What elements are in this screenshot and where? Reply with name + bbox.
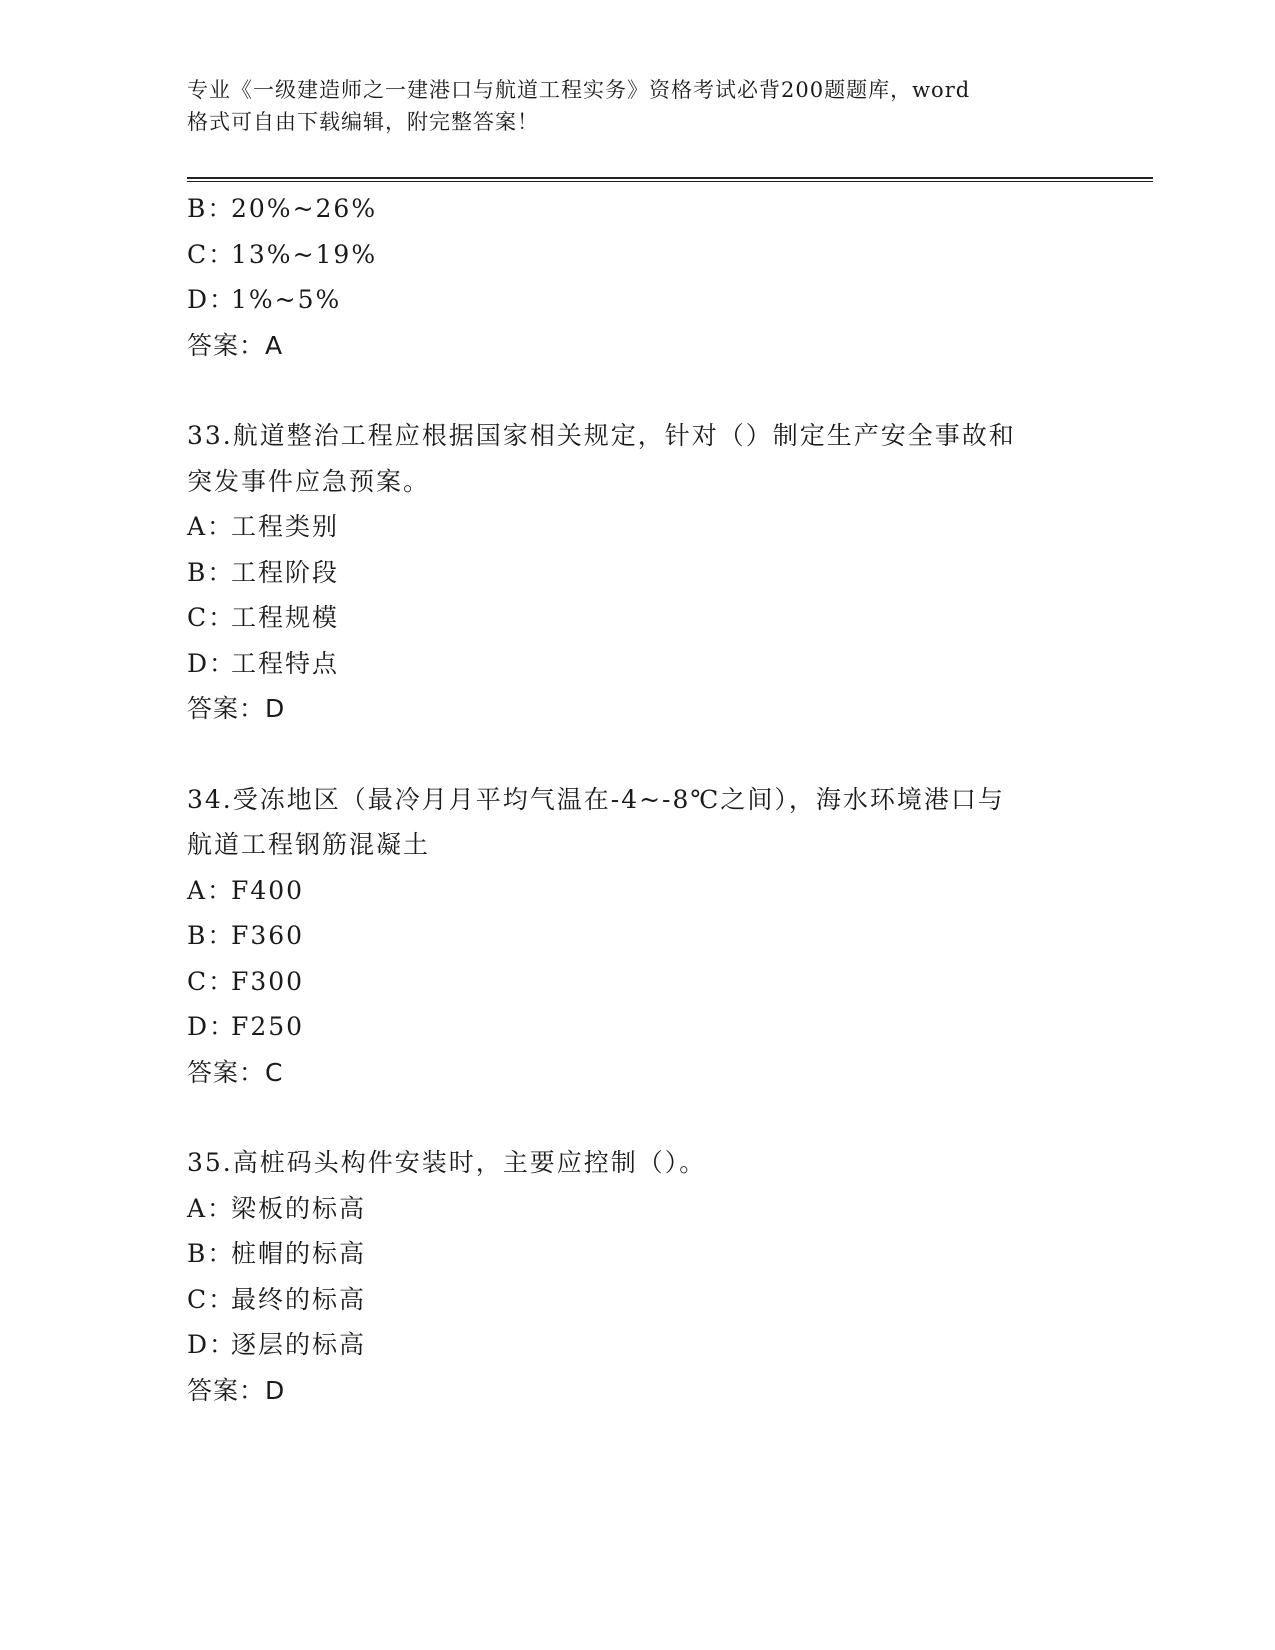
option-b bbox=[187, 1231, 1087, 1277]
question-stem-line-1: 34.受冻地区（最冷月月平均气温在-4~-8℃之间），海水环境港口与 bbox=[187, 784, 1005, 814]
option-text: F360 bbox=[231, 921, 305, 950]
page-header bbox=[187, 74, 1067, 138]
option-b bbox=[187, 913, 1087, 959]
option-key: B： bbox=[187, 1239, 235, 1268]
option-d bbox=[187, 1004, 1087, 1050]
option-text: 工程规模 bbox=[231, 603, 340, 632]
option-a bbox=[187, 1186, 1087, 1232]
option-key: A： bbox=[187, 875, 235, 905]
answer-line: 答案：C bbox=[187, 1057, 284, 1087]
option-key: D： bbox=[187, 648, 237, 678]
option-key: D： bbox=[187, 285, 237, 314]
question-block-35 bbox=[187, 1140, 1087, 1413]
option-key: C： bbox=[187, 966, 236, 996]
question-block-33 bbox=[187, 413, 1087, 732]
option-text: 20%~26% bbox=[231, 194, 378, 223]
header-divider bbox=[187, 177, 1153, 182]
question-stem-line-2: 突发事件应急预案。 bbox=[187, 466, 431, 496]
option-key: B： bbox=[187, 557, 235, 587]
option-key: D： bbox=[187, 1012, 237, 1041]
option-text: 梁板的标高 bbox=[231, 1193, 367, 1223]
option-d bbox=[187, 641, 1087, 687]
question-block-32 bbox=[187, 186, 1087, 368]
option-text: F300 bbox=[231, 966, 305, 996]
option-b bbox=[187, 186, 1087, 232]
option-key: A： bbox=[187, 512, 235, 541]
option-text: 桩帽的标高 bbox=[231, 1239, 367, 1268]
option-key: C： bbox=[187, 603, 236, 632]
option-text: 工程阶段 bbox=[231, 557, 340, 587]
option-key: B： bbox=[187, 921, 235, 950]
question-stem-line-2: 航道工程钢筋混凝土 bbox=[187, 830, 431, 859]
spacer bbox=[187, 732, 1087, 777]
question-block-34 bbox=[187, 777, 1087, 1096]
option-c bbox=[187, 595, 1087, 641]
option-key: C： bbox=[187, 239, 236, 269]
option-c bbox=[187, 1277, 1087, 1323]
option-c bbox=[187, 959, 1087, 1005]
answer-line: 答案：D bbox=[187, 694, 286, 723]
option-c bbox=[187, 232, 1087, 278]
option-text: F400 bbox=[231, 875, 305, 905]
option-text: 逐层的标高 bbox=[231, 1330, 367, 1359]
option-key: B： bbox=[187, 194, 235, 223]
question-stem-line-1: 33.航道整治工程应根据国家相关规定，针对（）制定生产安全事故和 bbox=[187, 421, 1016, 450]
option-text: 工程类别 bbox=[231, 512, 340, 541]
option-a bbox=[187, 868, 1087, 914]
option-d bbox=[187, 1322, 1087, 1368]
answer-line: 答案：A bbox=[187, 330, 284, 360]
option-text: 13%~19% bbox=[231, 239, 378, 269]
option-text: 最终的标高 bbox=[231, 1284, 367, 1314]
option-d bbox=[187, 277, 1087, 323]
option-key: A： bbox=[187, 1193, 235, 1223]
option-text: 1%~5% bbox=[231, 285, 342, 314]
option-b bbox=[187, 550, 1087, 596]
header-title-line-2: 格式可自由下载编辑，附完整答案！ bbox=[187, 110, 539, 134]
option-a bbox=[187, 504, 1087, 550]
option-text: 工程特点 bbox=[231, 648, 340, 678]
spacer bbox=[187, 1095, 1087, 1140]
option-key: D： bbox=[187, 1330, 237, 1359]
question-list bbox=[187, 186, 1087, 1413]
answer-line: 答案：D bbox=[187, 1375, 286, 1405]
option-text: F250 bbox=[231, 1012, 305, 1041]
spacer bbox=[187, 368, 1087, 413]
option-key: C： bbox=[187, 1284, 236, 1314]
question-stem-line-1: 35.高桩码头构件安装时，主要应控制（）。 bbox=[187, 1148, 707, 1177]
header-title-line-1: 专业《一级建造师之一建港口与航道工程实务》资格考试必背200题题库，word bbox=[187, 78, 971, 102]
